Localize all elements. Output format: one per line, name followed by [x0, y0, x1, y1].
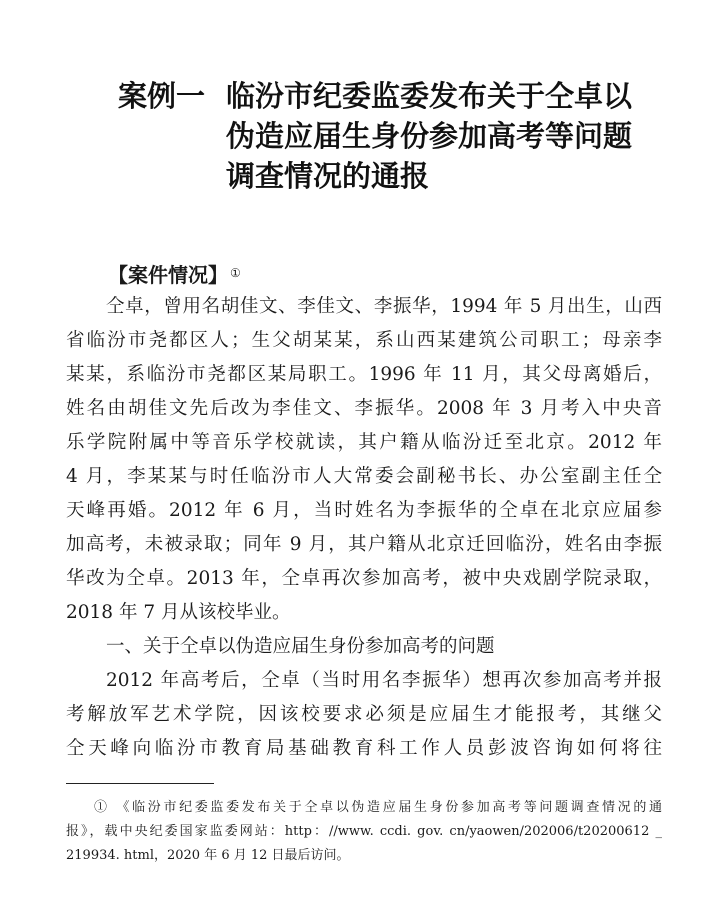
title-line-1: 临汾市纪委监委发布关于仝卓以 [226, 79, 633, 113]
body-line: 天峰再婚。2012 年 6 月，当时姓名为李振华的仝卓在北京应届参 [66, 500, 662, 521]
title-line-2: 伪造应届生身份参加高考等问题 [226, 119, 633, 153]
footnote-divider [66, 783, 214, 784]
body-line: 仝卓，曾用名胡佳文、李佳文、李振华，1994 年 5 月出生，山西 [106, 296, 662, 317]
footnote-line: ① 《临汾市纪委监委发布关于仝卓以伪造应届生身份参加高考等问题调查情况的通 [94, 800, 662, 815]
body-line: 2018 年 7 月从该校毕业。 [66, 602, 291, 623]
title-row-2 [118, 116, 632, 156]
body-line: 某某，系临汾市尧都区某局职工。1996 年 11 月，其父母离婚后， [66, 364, 662, 385]
subsection-heading: 一、关于仝卓以伪造应届生身份参加高考的问题 [106, 636, 495, 657]
title-row-1 [118, 76, 632, 116]
section-heading-text: 【案件情况】 [108, 263, 228, 287]
footnote-line: 报》，载中央纪委国家监委网站：http：//www. ccdi. gov. cn/yaowen/202006/t20200612 _ [66, 824, 662, 839]
body-line: 姓名由胡佳文先后改为李佳文、李振华。2008 年 3 月考入中央音 [66, 398, 662, 419]
body-line: 2012 年高考后，仝卓（当时用名李振华）想再次参加高考并报 [106, 670, 662, 691]
title-line-3: 调查情况的通报 [226, 159, 430, 193]
body-text [66, 290, 662, 766]
body-line: 4 月，李某某与时任临汾市人大常委会副秘书长、办公室副主任仝 [66, 466, 662, 487]
body-line: 乐学院附属中等音乐学校就读，其户籍从临汾迁至北京。2012 年 [66, 432, 662, 453]
body-line: 考解放军艺术学院，因该校要求必须是应届生才能报考，其继父 [66, 704, 662, 725]
title-row-3 [118, 156, 632, 196]
body-line: 加高考，未被录取；同年 9 月，其户籍从北京迁回临汾，姓名由李振 [66, 534, 662, 555]
section-heading [108, 260, 241, 290]
body-line: 仝天峰向临汾市教育局基础教育科工作人员彭波咨询如何将往 [66, 738, 662, 759]
body-line: 华改为仝卓。2013 年，仝卓再次参加高考，被中央戏剧学院录取， [66, 568, 662, 589]
footnote [66, 796, 662, 868]
footnote-line: 219934. html，2020 年 6 月 12 日最后访问。 [66, 848, 350, 863]
footnote-marker: ① [230, 266, 241, 280]
body-line: 省临汾市尧都区人；生父胡某某，系山西某建筑公司职工；母亲李 [66, 330, 662, 351]
case-title [118, 76, 632, 196]
case-label: 案例一 [118, 79, 206, 113]
